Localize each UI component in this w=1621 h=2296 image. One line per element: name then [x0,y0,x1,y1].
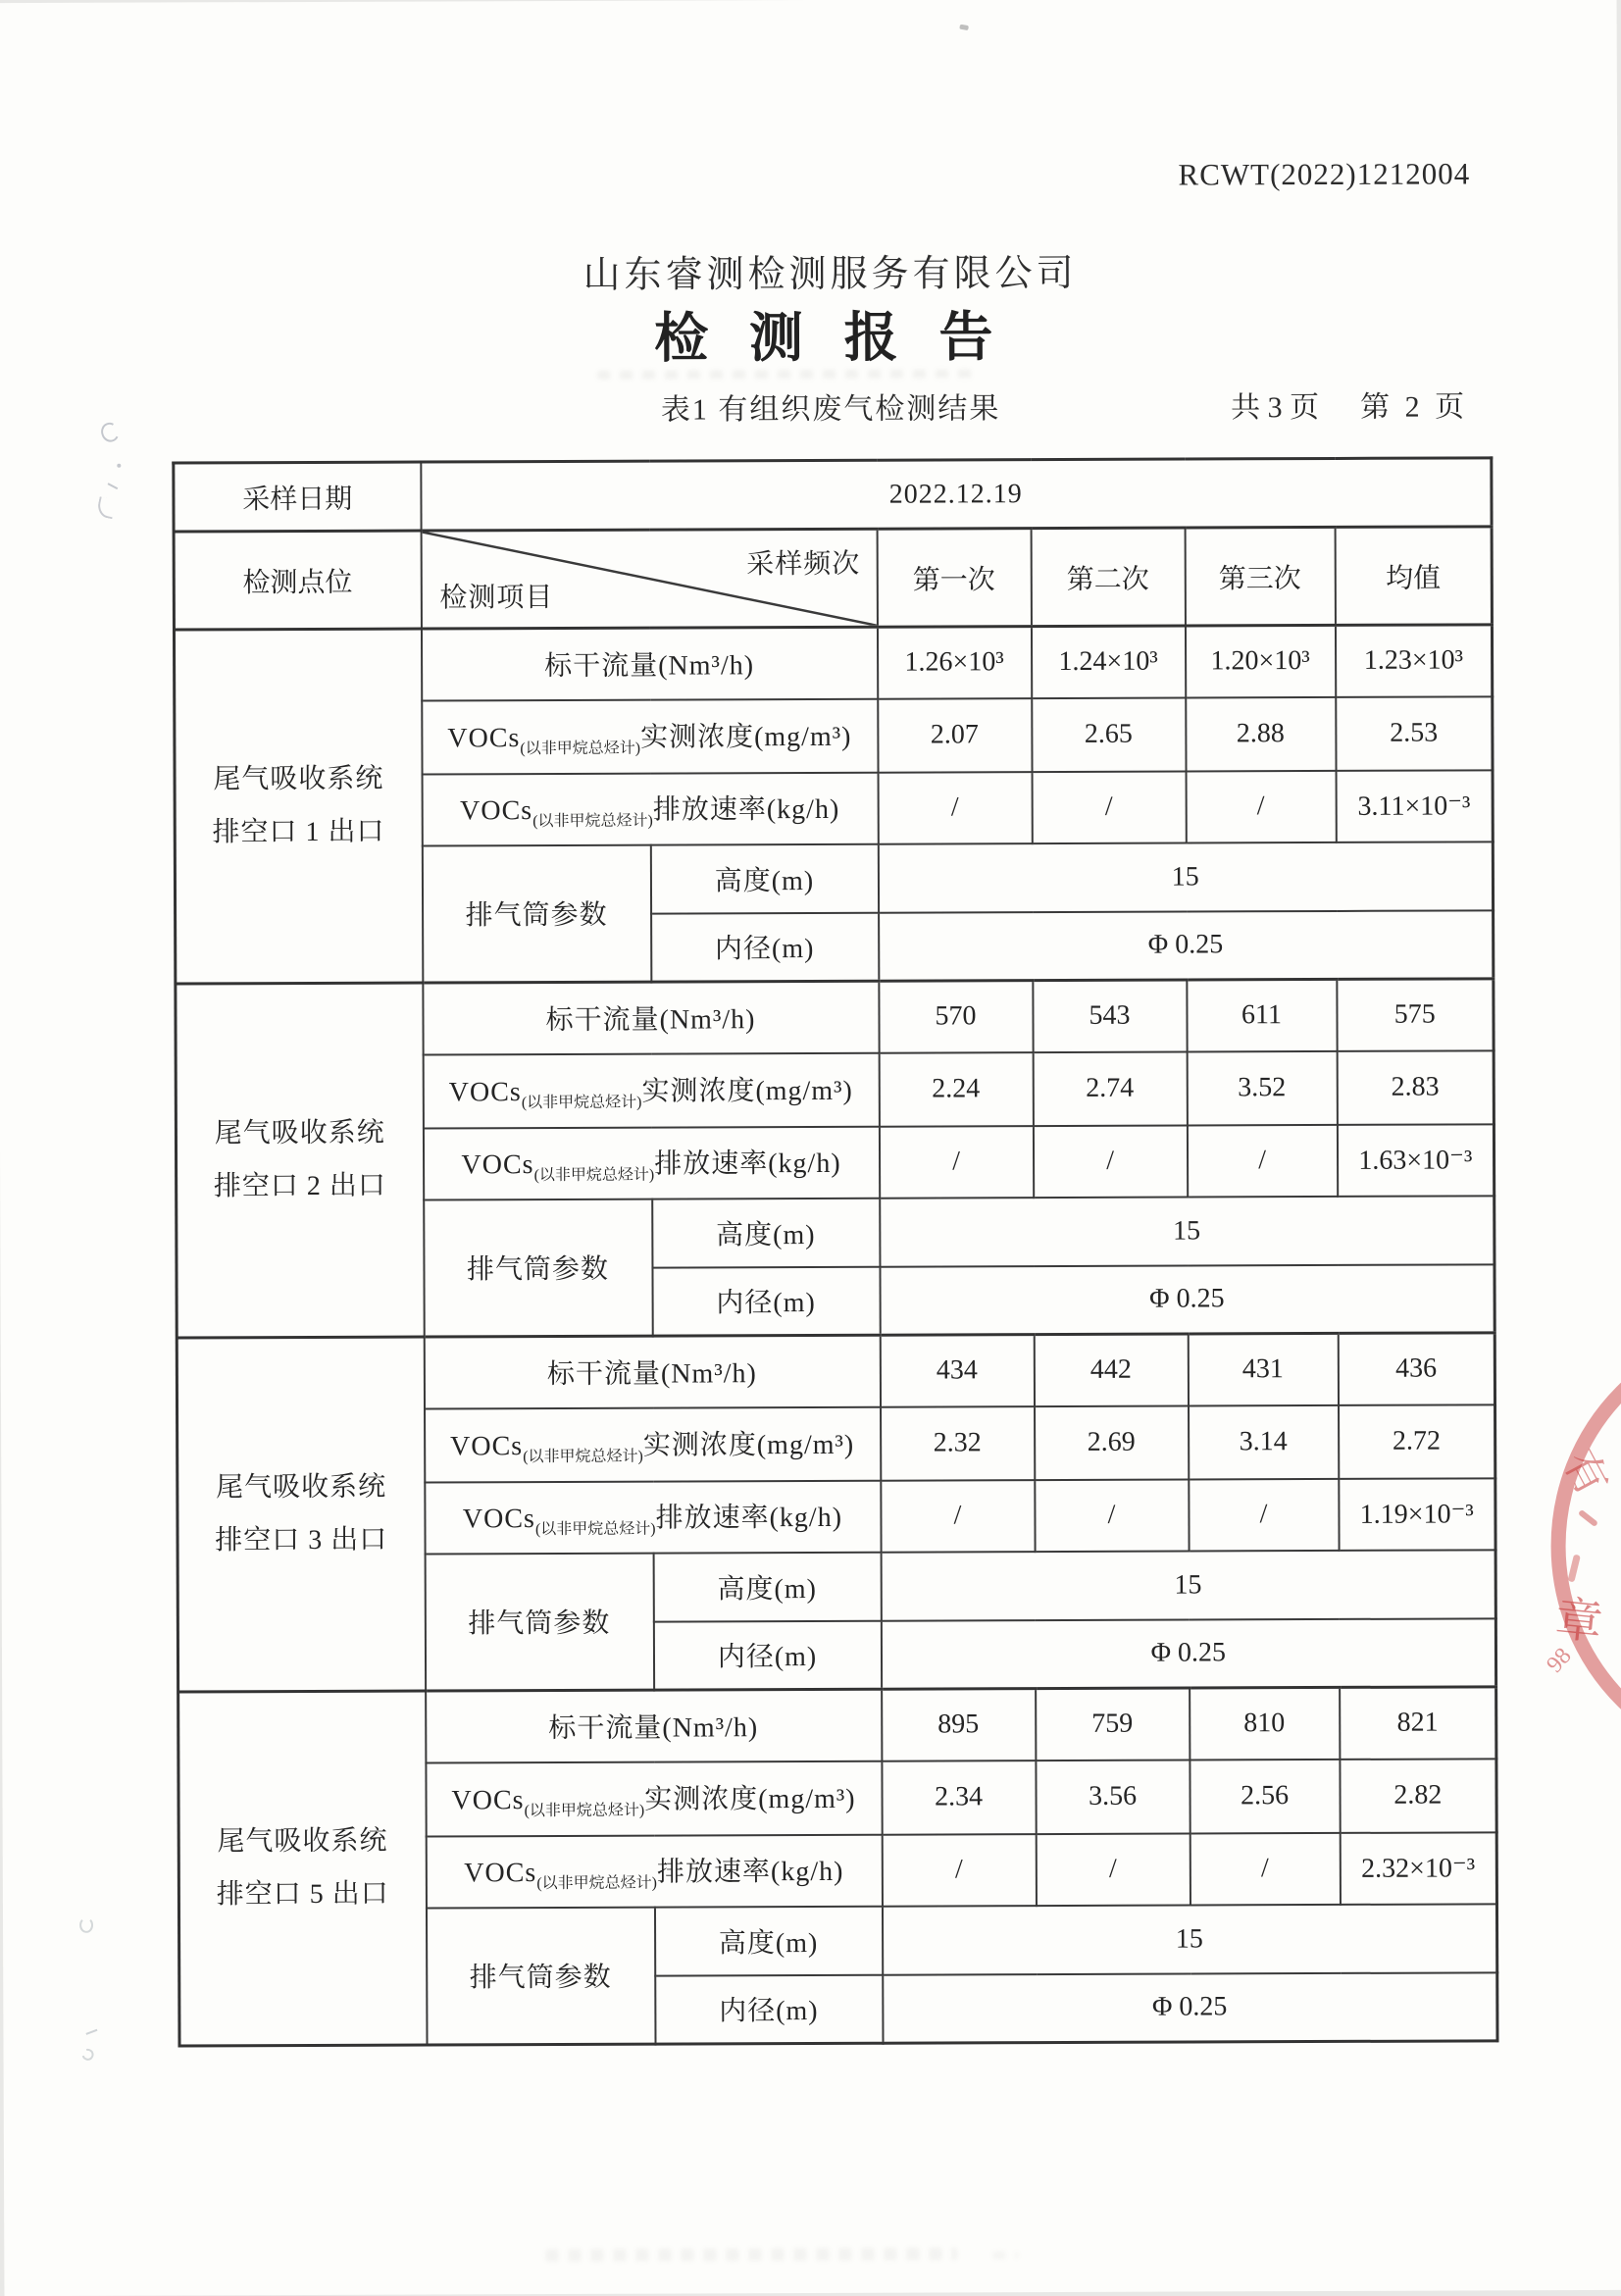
rate-value-cell: / [1035,1479,1189,1552]
conc-value-cell: 2.65 [1032,697,1186,772]
header-diagonal-cell [421,529,877,629]
vocs-rate-label-cell [426,1834,882,1908]
monitoring-point-line1: 尾气吸收系统 [214,1117,385,1149]
conc-value-cell: 2.69 [1035,1405,1189,1480]
rate-value-cell: / [881,1480,1035,1553]
vocs-text: VOCs [447,722,521,753]
rate-value-cell: / [1186,770,1336,842]
rate-value-cell: / [882,1834,1036,1907]
conc-value-cell: 2.32 [881,1406,1035,1481]
rate-text: 排放速率(kg/h) [652,793,840,826]
scan-speck [959,25,969,30]
height-label-cell: 高度(m) [654,1906,882,1975]
vocs-subscript: (以非甲烷总烃计) [520,740,641,757]
flow-value-cell: 1.26×10³ [877,627,1031,699]
flow-value-cell: 1.24×10³ [1031,626,1185,698]
diameter-label-cell: 内径(m) [652,1266,880,1336]
table-row [178,1687,1496,1763]
monitoring-point-line1: 尾气吸收系统 [213,763,384,795]
flow-value-cell: 431 [1188,1333,1338,1405]
diameter-label-cell: 内径(m) [655,1974,883,2044]
table-caption: 表1 有组织废气检测结果 [660,392,1001,427]
flow-value-cell: 442 [1034,1334,1188,1406]
rate-value-cell: / [1032,771,1186,843]
rate-value-cell: / [879,1126,1033,1199]
monitoring-point-cell [178,1691,427,2046]
flow-value-cell: 810 [1190,1687,1340,1760]
column-header-mean: 均值 [1335,527,1492,626]
bleed-through-text [545,2247,957,2262]
flow-value-cell: 1.23×10³ [1335,625,1492,697]
height-value-cell: 15 [878,842,1493,912]
flow-value-cell: 1.20×10³ [1185,625,1335,697]
caption-row [172,382,1490,432]
vocs-text: VOCs [462,1503,535,1534]
vocs-text: VOCs [464,1857,537,1888]
vocs-rate-label-cell [425,1480,881,1554]
vocs-text: VOCs [451,1784,525,1815]
flow-value-cell: 611 [1187,979,1337,1051]
flow-value-cell: 759 [1036,1688,1190,1760]
pencil-mark [96,496,117,519]
flow-value-cell: 895 [882,1689,1036,1761]
height-value-cell: 15 [880,1196,1494,1266]
pencil-mark [85,2029,97,2035]
rate-text: 排放速率(kg/h) [654,1148,841,1180]
bleed-through-text [992,2251,1018,2259]
stack-params-label-cell: 排气筒参数 [422,844,651,983]
vocs-subscript: (以非甲烷总烃计) [523,1448,643,1465]
table-row [176,979,1494,1055]
monitoring-point-line1: 尾气吸收系统 [217,1825,388,1858]
stack-params-label-cell: 排气筒参数 [424,1199,653,1337]
pencil-mark [117,464,121,468]
rate-value-cell: 1.63×10⁻³ [1337,1124,1494,1197]
rate-value-cell: / [1189,1478,1339,1551]
conc-value-cell: 2.82 [1340,1759,1496,1833]
vocs-text: VOCs [461,1148,534,1180]
sampling-date-label: 采样日期 [174,462,421,532]
vocs-subscript: (以非甲烷总烃计) [536,1874,658,1892]
vocs-concentration-label-cell [425,1406,881,1482]
pencil-mark [79,1917,93,1933]
flow-value-cell: 821 [1340,1687,1496,1760]
height-label-cell: 高度(m) [652,1198,880,1267]
page-total: 共 3 页 [1231,391,1320,425]
stamp-character: 有 [1553,1442,1617,1504]
flow-value-cell: 543 [1033,980,1187,1052]
vocs-text: VOCs [460,794,533,826]
rate-value-cell: 3.11×10⁻³ [1336,770,1493,842]
vocs-text: VOCs [448,1076,522,1107]
flow-value-cell: 570 [879,981,1033,1053]
rate-value-cell: 2.32×10⁻³ [1340,1832,1496,1905]
page-current: 第 2 页 [1360,390,1469,424]
stack-params-label-cell: 排气筒参数 [425,1553,654,1691]
monitoring-point-line2: 排空口 2 出口 [213,1170,386,1202]
pagination [1231,382,1468,426]
rate-value-cell: / [1190,1832,1340,1905]
monitoring-point-line2: 排空口 3 出口 [215,1524,388,1556]
monitoring-point-line1: 尾气吸收系统 [216,1471,387,1504]
height-value-cell: 15 [881,1550,1495,1620]
column-header-first: 第一次 [877,529,1031,628]
height-value-cell: 15 [882,1904,1496,1974]
conc-value-cell: 2.34 [882,1760,1036,1835]
flow-label-cell: 标干流量(Nm³/h) [423,981,879,1054]
rate-value-cell: / [1033,1125,1187,1198]
flow-label-cell: 标干流量(Nm³/h) [421,627,877,700]
conc-value-cell: 2.83 [1337,1050,1494,1125]
conc-value-cell: 2.07 [878,698,1032,773]
conc-value-cell: 2.56 [1190,1759,1340,1833]
conc-value-cell: 2.72 [1339,1404,1495,1479]
table-row [177,1333,1494,1409]
monitoring-point-cell [176,983,424,1338]
rate-text: 排放速率(kg/h) [656,1856,844,1888]
rate-value-cell: 1.19×10⁻³ [1339,1478,1495,1551]
concentration-text: 实测浓度(mg/m³) [642,1429,855,1461]
vocs-concentration-label-cell [422,698,878,774]
diameter-label-cell: 内径(m) [651,912,879,982]
diameter-value-cell: Φ 0.25 [880,1264,1494,1335]
stack-params-label-cell: 排气筒参数 [426,1907,655,2045]
height-label-cell: 高度(m) [650,843,878,913]
flow-value-cell: 436 [1338,1333,1494,1405]
diameter-value-cell: Φ 0.25 [879,910,1494,981]
rate-value-cell: / [1036,1833,1190,1906]
concentration-text: 实测浓度(mg/m³) [641,1075,853,1107]
vocs-concentration-label-cell [426,1760,882,1836]
flow-value-cell: 575 [1337,979,1494,1051]
vocs-subscript: (以非甲烷总烃计) [533,1166,655,1184]
vocs-concentration-label-cell [423,1052,879,1128]
rate-value-cell: / [1187,1124,1337,1197]
flow-label-cell: 标干流量(Nm³/h) [426,1689,882,1762]
header-row [174,527,1492,630]
company-name: 山东睿测检测服务有限公司 [583,252,1078,296]
rate-value-cell: / [878,772,1032,844]
monitoring-point-line2: 排空口 5 出口 [216,1878,389,1911]
rate-text: 排放速率(kg/h) [655,1502,843,1534]
conc-value-cell: 2.88 [1186,696,1336,771]
vocs-subscript: (以非甲烷总烃计) [521,1094,642,1111]
report-number: RCWT(2022)1212004 [1178,156,1471,192]
stamp-character: 章 [1552,1593,1605,1651]
concentration-text: 实测浓度(mg/m³) [644,1783,856,1815]
vocs-text: VOCs [450,1430,524,1461]
stamp-arc [1550,1319,1621,1772]
flow-label-cell: 标干流量(Nm³/h) [424,1335,880,1408]
vocs-subscript: (以非甲烷总烃计) [532,812,653,830]
vocs-subscript: (以非甲烷总烃计) [524,1802,645,1819]
conc-value-cell: 2.53 [1336,696,1493,771]
pencil-mark [99,420,122,444]
pencil-mark [108,483,119,489]
conc-value-cell: 3.56 [1036,1760,1190,1834]
conc-value-cell: 3.52 [1187,1050,1337,1125]
conc-value-cell: 3.14 [1189,1404,1339,1479]
flow-value-cell: 434 [880,1335,1034,1407]
vocs-rate-label-cell [422,772,878,845]
diameter-value-cell: Φ 0.25 [883,1972,1497,2043]
diameter-value-cell: Φ 0.25 [881,1618,1495,1689]
vocs-rate-label-cell [423,1126,879,1199]
height-label-cell: 高度(m) [653,1552,881,1621]
pencil-mark [79,2047,95,2063]
table-row [174,625,1492,701]
point-header-cell: 检测点位 [174,531,421,630]
column-header-second: 第二次 [1031,528,1185,627]
conc-value-cell: 2.24 [879,1052,1033,1127]
results-table [172,456,1498,2047]
test-item-label: 检测项目 [439,583,554,614]
sampling-date-row [174,458,1492,532]
column-header-third: 第三次 [1185,527,1335,626]
concentration-text: 实测浓度(mg/m³) [639,721,852,753]
conc-value-cell: 2.74 [1033,1051,1187,1126]
monitoring-point-cell [177,1337,425,1692]
monitoring-point-cell [174,629,422,984]
stamp-serial-digits: 98 [1542,1643,1577,1678]
sampling-frequency-label: 采样频次 [746,548,861,581]
diameter-label-cell: 内径(m) [653,1620,881,1690]
report-title: 检 测 报 告 [654,307,1007,369]
monitoring-point-line2: 排空口 1 出口 [212,816,385,848]
vocs-subscript: (以非甲烷总烃计) [534,1520,656,1538]
sampling-date-value: 2022.12.19 [421,458,1492,531]
